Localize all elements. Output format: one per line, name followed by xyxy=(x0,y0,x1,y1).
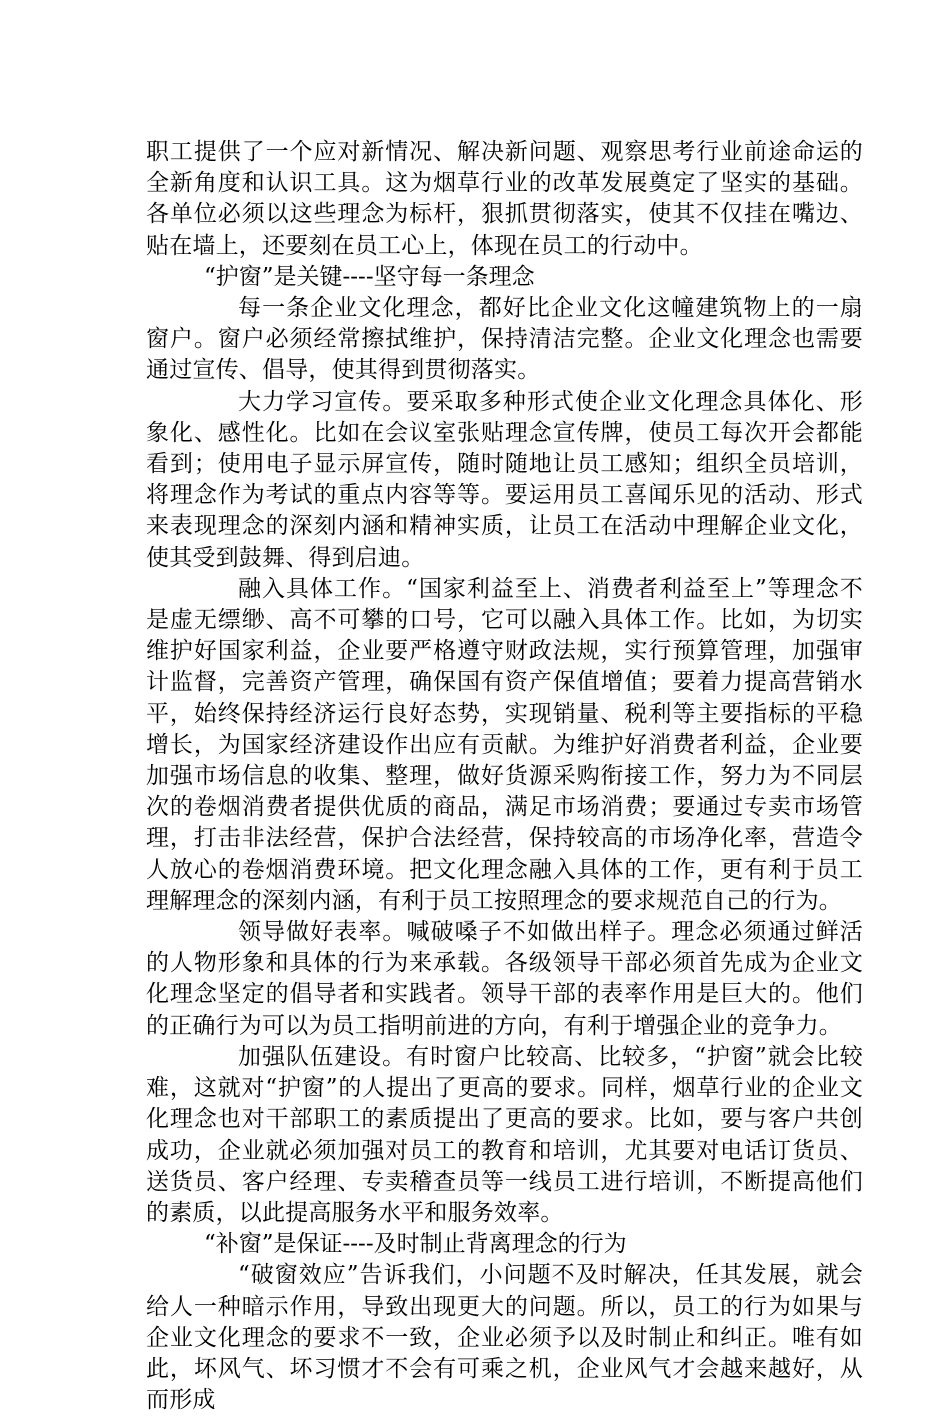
body-paragraph: “破窗效应”告诉我们，小问题不及时解决，任其发展，就会给人一种暗示作用，导致出现更大的问题。所以，员工的行为如果与企业文化理念的要求不一致，企业必须予以及时制止和纠正。唯有如此，坏风气、坏习惯才不会有可乘之机，企业风气才会越来越好，从而形成 xyxy=(146,1262,863,1414)
body-paragraph: 职工提供了一个应对新情况、解决新问题、观察思考行业前途命运的全新角度和认识工具。这为烟草行业的改革发展奠定了坚实的基础。各单位必须以这些理念为标杆，狠抓贯彻落实，使其不仅挂在嘴边、贴在墙上，还要刻在员工心上，体现在员工的行动中。 xyxy=(146,139,863,259)
body-paragraph: 大力学习宣传。要采取多种形式使企业文化理念具体化、形象化、感性化。比如在会议室张贴理念宣传牌，使员工每次开会都能看到；使用电子显示屏宣传，随时随地让员工感知；组织全员培训，将理念作为考试的重点内容等等。要运用员工喜闻乐见的活动、形式来表现理念的深刻内涵和精神实质，让员工在活动中理解企业文化，使其受到鼓舞、得到启迪。 xyxy=(146,388,863,571)
body-paragraph: 领导做好表率。喊破嗓子不如做出样子。理念必须通过鲜活的人物形象和具体的行为来承载。各级领导干部必须首先成为企业文化理念坚定的倡导者和实践者。领导干部的表率作用是巨大的。他们的正确行为可以为员工指明前进的方向，有利于增强企业的竞争力。 xyxy=(146,919,863,1039)
body-paragraph: 融入具体工作。“国家利益至上、消费者利益至上”等理念不是虚无缥缈、高不可攀的口号，它可以融入具体工作。比如，为切实维护好国家利益，企业要严格遵守财政法规，实行预算管理，加强审计监督，完善资产管理，确保国有资产保值增值；要着力提高营销水平，始终保持经济运行良好态势，实现销量、税利等主要指标的平稳增长，为国家经济建设作出应有贡献。为维护好消费者利益，企业要加强市场信息的收集、整理，做好货源采购衔接工作，努力为不同层次的卷烟消费者提供优质的商品，满足市场消费；要通过专卖市场管理，打击非法经营，保护合法经营，保持较高的市场净化率，营造令人放心的卷烟消费环境。把文化理念融入具体的工作，更有利于员工理解理念的深刻内涵，有利于员工按照理念的要求规范自己的行为。 xyxy=(146,575,863,914)
body-paragraph: 每一条企业文化理念，都好比企业文化这幢建筑物上的一扇窗户。窗户必须经常擦拭维护，保持清洁完整。企业文化理念也需要通过宣传、倡导，使其得到贯彻落实。 xyxy=(146,295,863,384)
body-paragraph: 加强队伍建设。有时窗户比较高、比较多，“护窗”就会比较难，这就对“护窗”的人提出了更高的要求。同样，烟草行业的企业文化理念也对干部职工的素质提出了更高的要求。比如，要与客户共创成功，企业就必须加强对员工的教育和培训，尤其要对电话订货员、送货员、客户经理、专卖稽查员等一线员工进行培训，不断提高他们的素质，以此提高服务水平和服务效率。 xyxy=(146,1043,863,1226)
section-heading: “护窗”是关键----坚守每一条理念 xyxy=(204,263,535,290)
document-page xyxy=(146,137,863,1416)
section-heading: “补窗”是保证----及时制止背离理念的行为 xyxy=(204,1231,627,1258)
